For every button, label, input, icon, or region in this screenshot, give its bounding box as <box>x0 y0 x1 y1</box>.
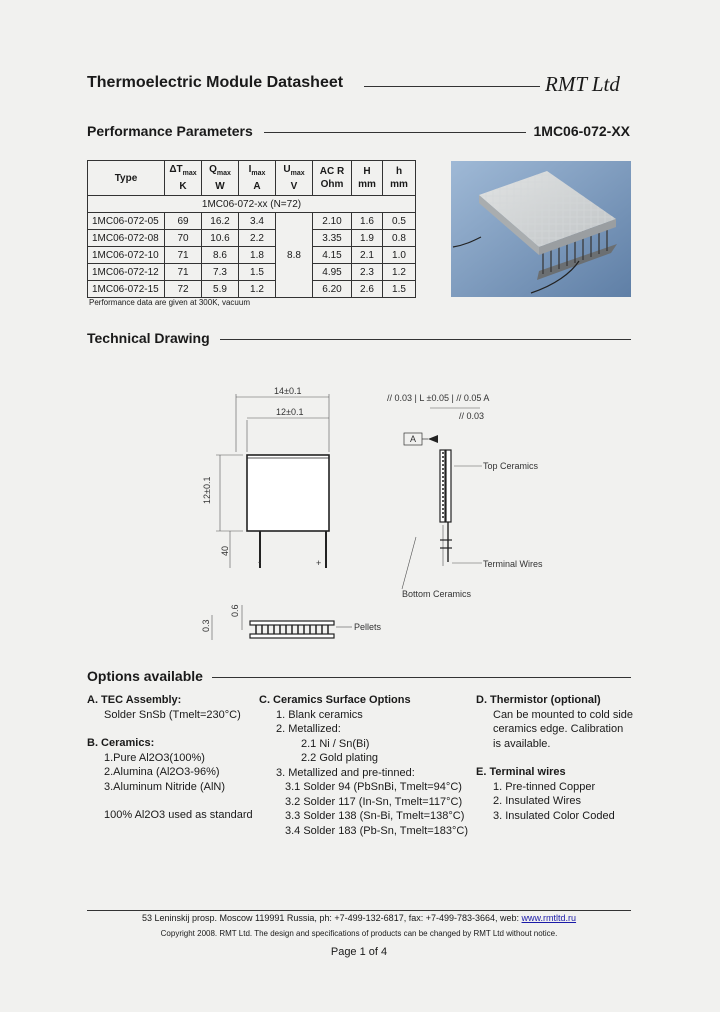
header-dtmax: $\Delta T_{max}$ K <box>165 161 202 196</box>
flatness-tolerance: // 0.03 | L ±0.05 | // 0.05 A <box>387 393 490 403</box>
cell-dt: 71 <box>165 247 202 264</box>
section-rule <box>212 677 631 678</box>
list-item: Can be mounted to cold side <box>493 708 634 721</box>
options-section-title: Options available <box>87 668 203 684</box>
cell-i: 1.5 <box>239 264 276 281</box>
page-number: Page 1 of 4 <box>330 946 388 958</box>
cell-dt: 71 <box>165 264 202 281</box>
cell-H: 2.3 <box>352 264 383 281</box>
list-item: 3.3 Solder 138 (Sn-Bi, Tmelt=138°C) <box>285 810 465 822</box>
list-item: 2.2 Gold plating <box>301 752 379 764</box>
options-column-ab <box>87 693 253 823</box>
table-row <box>88 264 416 281</box>
terminal-wires-heading: E. Terminal wires <box>476 766 566 778</box>
section-rule <box>264 132 526 133</box>
dim-03: 0.3 <box>201 619 211 632</box>
cell-acr: 6.20 <box>313 281 352 298</box>
cell-i: 1.8 <box>239 247 276 264</box>
table-row <box>88 213 416 230</box>
dim-06: 0.6 <box>230 604 240 617</box>
cell-h: 1.0 <box>383 247 416 264</box>
header-acr: AC R Ohm <box>313 161 352 196</box>
cell-q: 8.6 <box>202 247 239 264</box>
cell-dt: 69 <box>165 213 202 230</box>
header-H: H mm <box>352 161 383 196</box>
cell-acr: 3.35 <box>313 230 352 247</box>
web-link[interactable]: www.rmtltd.ru <box>521 913 577 923</box>
cell-i: 2.2 <box>239 230 276 247</box>
list-item: 3.4 Solder 183 (Pb-Sn, Tmelt=183°C) <box>285 824 469 837</box>
table-row <box>88 247 416 264</box>
cell-H: 1.6 <box>352 213 383 230</box>
cell-dt: 72 <box>165 281 202 298</box>
cell-i: 1.2 <box>239 281 276 298</box>
list-item: 3.2 Solder 117 (In-Sn, Tmelt=117°C) <box>285 795 463 808</box>
doc-title: Thermoelectric Module Datasheet <box>87 74 344 91</box>
cell-q: 10.6 <box>202 230 239 247</box>
copyright: Copyright 2008. RMT Ltd. The design and specifications of products can be changed by RMT Ltd without notice. <box>160 929 558 938</box>
top-ceramics-label: Top Ceramics <box>483 461 539 471</box>
terminal-wires-label: Terminal Wires <box>483 559 543 569</box>
table-row <box>88 281 416 298</box>
cell-type: 1MC06-072-15 <box>88 281 165 298</box>
cell-H: 2.1 <box>352 247 383 264</box>
thermistor-heading: D. Thermistor (optional) <box>476 694 601 706</box>
plus-label: + <box>316 558 322 568</box>
dim-14: 14±0.1 <box>274 386 302 396</box>
table-header-row <box>88 161 416 196</box>
cell-H: 2.6 <box>352 281 383 298</box>
cell-h: 0.5 <box>383 213 416 230</box>
performance-note: Performance data are given at 300K, vacuum <box>89 298 250 307</box>
cell-q: 7.3 <box>202 264 239 281</box>
options-column-de <box>476 693 633 823</box>
list-item: 3.Aluminum Nitride (AlN) <box>104 780 226 793</box>
list-item: 2.Alumina (Al2O3-96%) <box>104 766 220 778</box>
brand-logo: RMT Ltd <box>545 72 620 96</box>
surface-options-heading: C. Ceramics Surface Options <box>259 694 411 706</box>
list-item: Solder SnSb (Tmelt=230°C) <box>104 708 241 721</box>
bottom-ceramics-label: Bottom Ceramics <box>402 589 472 599</box>
dim-12-width: 12±0.1 <box>276 407 304 417</box>
cell-h: 0.8 <box>383 230 416 247</box>
section-rule <box>220 339 631 340</box>
dim-12-height: 12±0.1 <box>202 476 212 504</box>
table-row <box>88 230 416 247</box>
cell-i: 3.4 <box>239 213 276 230</box>
cell-H: 1.9 <box>352 230 383 247</box>
tec-assembly-heading: A. TEC Assembly: <box>87 694 182 706</box>
address-text: 53 Leninskij prosp. Moscow 119991 Russia, ph: +7-499-132-6817, fax: +7-499-783-3664, web: <box>141 913 522 923</box>
drawing-section-title: Technical Drawing <box>87 330 210 346</box>
table-group-row <box>88 196 416 213</box>
ceramics-heading: B. Ceramics: <box>87 737 155 749</box>
list-item: ceramics edge. Calibration <box>493 723 624 735</box>
list-item: is available. <box>493 737 551 750</box>
list-item: 3. Insulated Color Coded <box>493 809 615 822</box>
cell-q: 16.2 <box>202 213 239 230</box>
technical-drawing <box>190 380 570 650</box>
cell-acr: 2.10 <box>313 213 352 230</box>
header-imax: $I_{max}$ A <box>239 161 276 196</box>
header-qmax: $Q_{max}$ W <box>202 161 239 196</box>
options-column-c <box>259 693 468 838</box>
list-item: 1.Pure Al2O3(100%) <box>104 751 205 764</box>
cell-acr: 4.15 <box>313 247 352 264</box>
cell-h: 1.2 <box>383 264 416 281</box>
list-item: 2. Metallized: <box>276 723 341 735</box>
flatness-tolerance-2: // 0.03 <box>459 411 485 421</box>
title-rule <box>364 86 540 87</box>
cell-umax: 8.8 <box>276 213 313 298</box>
list-item: 2.1 Ni / Sn(Bi) <box>301 737 370 750</box>
cell-q: 5.9 <box>202 281 239 298</box>
performance-section-title: Performance Parameters <box>87 123 253 139</box>
datum-a: A <box>410 434 417 444</box>
footer-rule <box>87 910 631 911</box>
list-item: 1. Blank ceramics <box>276 708 363 721</box>
performance-table <box>87 160 416 298</box>
cell-type: 1MC06-072-12 <box>88 264 165 281</box>
list-item: 1. Pre-tinned Copper <box>493 780 596 793</box>
dim-40: 40 <box>220 545 230 556</box>
header-umax: $U_{max}$ V <box>276 161 313 196</box>
minus-label: - <box>258 557 261 567</box>
list-item: 3.1 Solder 94 (PbSnBi, Tmelt=94°C) <box>285 781 462 793</box>
pellets-label: Pellets <box>354 622 382 632</box>
standard-note: 100% Al2O3 used as standard <box>104 809 253 821</box>
list-item: 2. Insulated Wires <box>493 795 582 807</box>
cell-h: 1.5 <box>383 281 416 298</box>
group-label: 1MC06-072-xx (N=72) <box>88 196 416 213</box>
cell-type: 1MC06-072-08 <box>88 230 165 247</box>
cell-dt: 70 <box>165 230 202 247</box>
module-photo <box>451 161 631 297</box>
list-item: 3. Metallized and pre-tinned: <box>276 766 415 779</box>
header-type: Type <box>88 161 165 196</box>
cell-type: 1MC06-072-10 <box>88 247 165 264</box>
cell-type: 1MC06-072-05 <box>88 213 165 230</box>
footer-address <box>87 913 631 923</box>
part-number: 1MC06-072-XX <box>533 123 630 139</box>
header-h: h mm <box>383 161 416 196</box>
cell-acr: 4.95 <box>313 264 352 281</box>
